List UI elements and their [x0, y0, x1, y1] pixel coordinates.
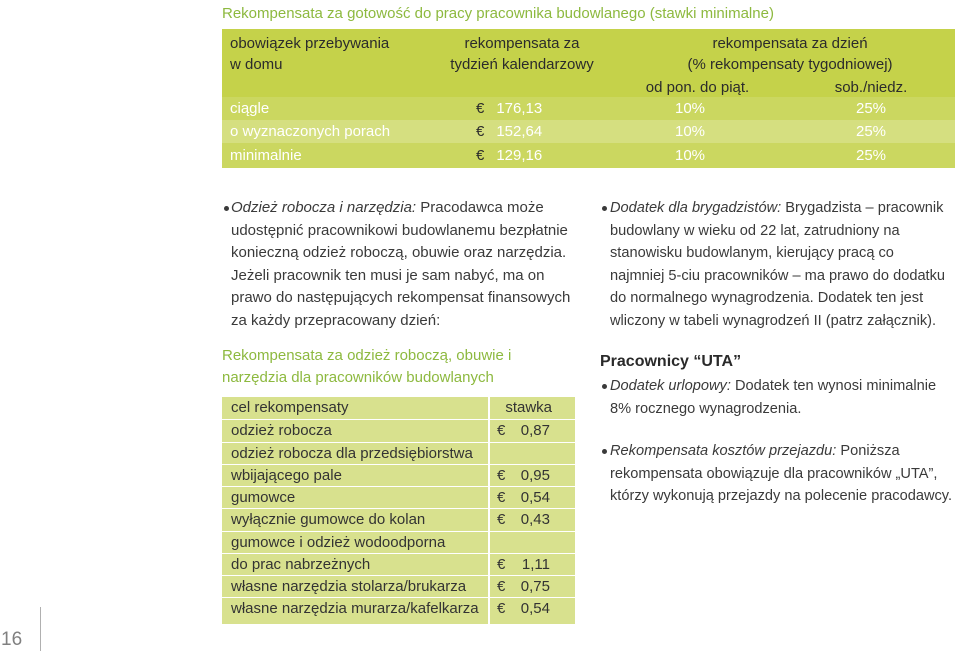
- paragraph-line: rekompensata obowiązuje dla pracowników „UTA”,: [610, 465, 938, 482]
- euro-icon: €: [497, 578, 506, 595]
- paragraph-line: udostępnić pracownikowi budowlanemu bezpłatnie: [231, 221, 568, 239]
- rate-cell: [490, 487, 575, 508]
- header-duty-line: w domu: [230, 56, 283, 73]
- line-text: Pracodawca może: [420, 199, 544, 216]
- rate-cell: [490, 420, 575, 441]
- purpose-cell: gumowce: [222, 487, 488, 508]
- weekly-value: 129,16: [496, 147, 543, 164]
- euro-icon: €: [497, 489, 506, 506]
- purpose-cell: odzież robocza: [222, 420, 488, 441]
- rate-value: 1,11: [521, 555, 550, 573]
- euro-icon: €: [497, 600, 506, 618]
- holiday-bonus: [610, 375, 936, 420]
- paragraph-line: najmniej 5-ciu pracowników – ma prawo do dodatku: [610, 267, 946, 284]
- paragraph-line: stanowisku budowlanym, kierujący pracą co: [610, 245, 894, 262]
- paragraph-line: do normalnego wynagrodzenia. Dodatek ten jest: [610, 290, 924, 307]
- clothing-rate-table: [222, 397, 575, 624]
- header-weekly-line: tydzień kalendarzowy: [450, 56, 594, 73]
- bullet-lead: Dodatek dla brygadzistów:: [610, 200, 782, 216]
- header-rate: stawka: [505, 399, 552, 416]
- euro-icon: €: [497, 422, 506, 440]
- paragraph-line: Jeżeli pracownik ten musi je sam nabyć, ma on: [231, 266, 545, 284]
- rate-value: 0,43: [520, 511, 550, 529]
- table-row: [222, 531, 575, 553]
- bullet-icon: [602, 449, 607, 454]
- bullet-lead: Dodatek urlopowy:: [610, 378, 731, 394]
- table-row: [222, 508, 575, 530]
- paragraph-line: [610, 440, 952, 463]
- header-weekend: sob./niedz.: [834, 79, 908, 96]
- purpose-cell: własne narzędzia stolarza/brukarza: [222, 576, 488, 597]
- table-row: [222, 486, 575, 508]
- table-row: [222, 442, 575, 464]
- paragraph-line: konieczną odzież roboczą, obuwie oraz narzędzia.: [231, 244, 567, 262]
- rate-cell: [490, 532, 575, 553]
- heading-line: Rekompensata za odzież roboczą, obuwie i: [222, 347, 512, 364]
- weekly-cell: [476, 97, 542, 120]
- rate-value: 0,54: [520, 489, 550, 506]
- purpose-cell: wyłącznie gumowce do kolan: [222, 509, 488, 530]
- rate-value: 0,54: [520, 600, 550, 618]
- page-divider-line: [40, 607, 41, 651]
- rate-value: 0,75: [520, 578, 550, 595]
- header-duty: [230, 33, 389, 75]
- weekly-value: 152,64: [496, 123, 543, 140]
- euro-icon: €: [476, 147, 485, 164]
- table-row: [222, 97, 955, 120]
- euro-icon: €: [476, 100, 485, 117]
- rate-cell: [490, 465, 575, 486]
- table-row: [222, 553, 575, 575]
- heading-line: narzędzia dla pracowników budowlanych: [222, 369, 494, 386]
- header-weekday: od pon. do piąt.: [645, 79, 750, 96]
- purpose-cell: wbijającego pale: [222, 465, 488, 486]
- bullet-icon: [602, 206, 607, 211]
- header-daily-line: (% rekompensaty tygodniowej): [687, 56, 893, 73]
- rate-value: 0,95: [520, 466, 550, 484]
- standby-table: [222, 29, 955, 168]
- paragraph-line: za każdy przepracowany dzień:: [231, 311, 441, 329]
- header-weekly: [437, 33, 607, 75]
- paragraph-line: [231, 197, 570, 220]
- duty-cell: minimalnie: [230, 147, 302, 164]
- header-daily: [625, 33, 955, 75]
- header-purpose: cel rekompensaty: [222, 397, 488, 419]
- header-daily-line: rekompensata za dzień: [712, 35, 868, 52]
- standby-title: Rekompensata za gotowość do pracy pracownika budowlanego (stawki minimalne): [222, 5, 774, 22]
- standby-table-header: [222, 29, 955, 97]
- rate-cell: [490, 443, 575, 464]
- duty-cell: ciągle: [230, 100, 270, 117]
- euro-icon: €: [497, 555, 506, 573]
- rate-cell: [490, 598, 575, 624]
- duty-cell: o wyznaczonych porach: [230, 123, 391, 140]
- table-row: [222, 464, 575, 486]
- table-row: [222, 575, 575, 597]
- table-row: [222, 143, 955, 168]
- weekly-value: 176,13: [496, 100, 543, 117]
- weekly-cell: [476, 120, 542, 143]
- clothing-heading: [222, 345, 511, 389]
- euro-icon: €: [497, 466, 506, 484]
- purpose-cell: własne narzędzia murarza/kafelkarza: [222, 598, 488, 624]
- clothing-intro: [231, 197, 570, 333]
- euro-icon: €: [497, 511, 506, 529]
- weekday-cell: 10%: [674, 123, 706, 140]
- line-text: Dodatek ten wynosi minimalnie: [734, 378, 937, 394]
- paragraph-line: [610, 197, 945, 220]
- rate-cell: [490, 554, 575, 575]
- foreman-bonus: [610, 197, 945, 333]
- weekday-cell: 10%: [674, 100, 706, 117]
- header-duty-line: obowiązek przebywania: [230, 35, 390, 52]
- paragraph-line: wliczony w tabeli wynagrodzeń II (patrz załącznik).: [610, 312, 937, 329]
- header-rate-cell: [490, 397, 575, 419]
- table-row: [222, 120, 955, 143]
- table-row: [222, 419, 575, 441]
- paragraph-line: [610, 375, 936, 398]
- purpose-cell: do prac nabrzeżnych: [222, 554, 488, 575]
- paragraph-line: którzy wykonują przejazdy na polecenie pracodawcy.: [610, 488, 953, 505]
- line-text: Brygadzista – pracownik: [785, 200, 944, 216]
- travel-compensation: [610, 440, 952, 508]
- uta-heading: Pracownicy “UTA”: [600, 353, 742, 370]
- rate-cell: [490, 576, 575, 597]
- bullet-lead: Odzież robocza i narzędzia:: [231, 199, 417, 216]
- paragraph-line: budowlany w wieku od 22 lat, zatrudniony na: [610, 222, 900, 239]
- header-weekly-line: rekompensata za: [464, 35, 580, 52]
- line-text: Poniższa: [840, 443, 900, 459]
- rate-value: 0,87: [520, 422, 550, 440]
- table-header-row: [222, 397, 575, 419]
- paragraph-line: prawo do następujących rekompensat finansowych: [231, 289, 571, 307]
- bullet-icon: [602, 384, 607, 389]
- purpose-cell: odzież robocza dla przedsiębiorstwa: [222, 443, 488, 464]
- bullet-lead: Rekompensata kosztów przejazdu:: [610, 443, 837, 459]
- rate-cell: [490, 509, 575, 530]
- weekly-cell: [476, 143, 542, 168]
- bullet-icon: [224, 206, 229, 211]
- page-number: 16: [1, 629, 23, 650]
- euro-icon: €: [476, 123, 485, 140]
- table-row: [222, 597, 575, 624]
- weekend-cell: 25%: [855, 147, 887, 164]
- weekday-cell: 10%: [674, 147, 706, 164]
- weekend-cell: 25%: [855, 123, 887, 140]
- purpose-cell: gumowce i odzież wodoodporna: [222, 532, 488, 553]
- weekend-cell: 25%: [855, 100, 887, 117]
- paragraph-line: 8% rocznego wynagrodzenia.: [610, 400, 802, 417]
